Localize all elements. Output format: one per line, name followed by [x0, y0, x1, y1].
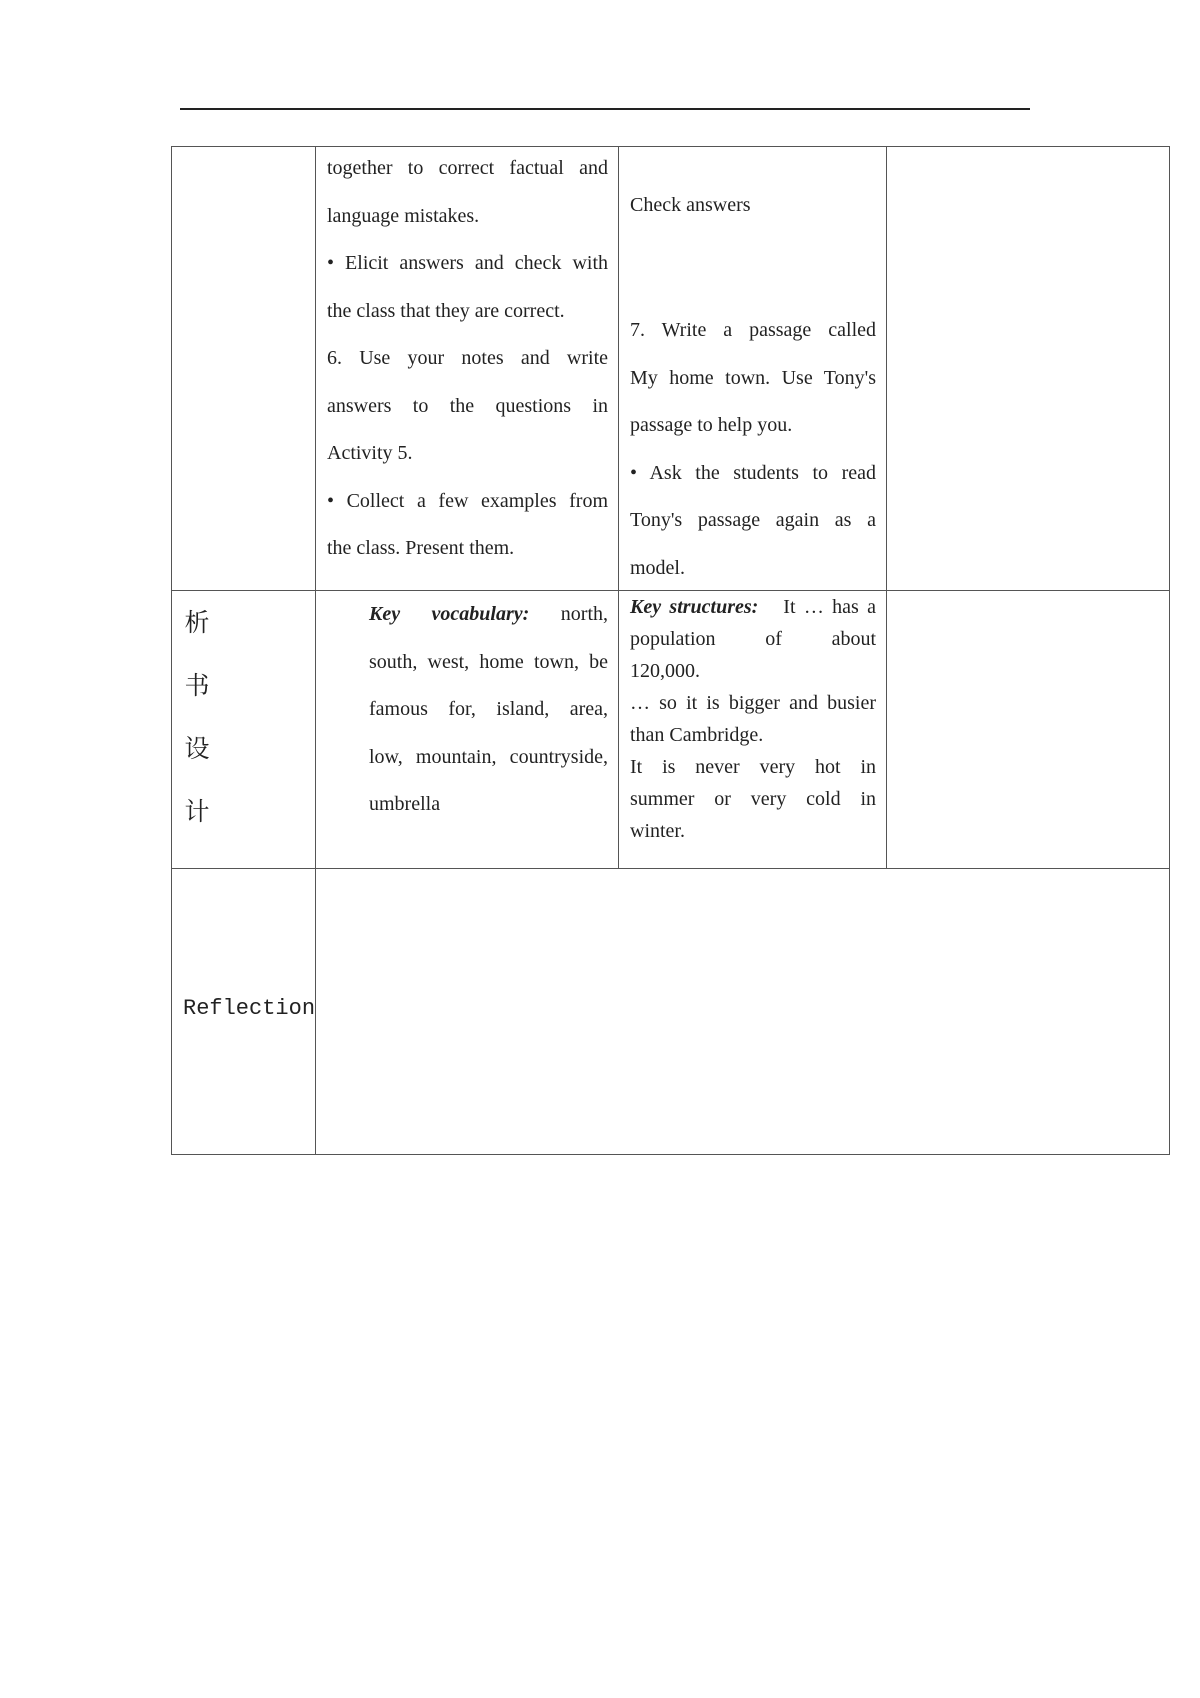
text-line: 7. Write a passage called — [630, 319, 876, 341]
label-char: 析 — [184, 608, 210, 637]
text-line: passage to help you. — [630, 414, 793, 436]
key-vocabulary — [369, 591, 608, 829]
row2-col3 — [618, 590, 887, 869]
text-line: • Collect a few examples from — [327, 489, 608, 512]
text-line: the class. Present them. — [327, 537, 515, 559]
text-line — [630, 591, 876, 623]
row1-col1 — [171, 146, 316, 591]
text-line — [369, 591, 608, 639]
row1-writing-text — [630, 307, 876, 591]
text-line: umbrella — [369, 793, 441, 815]
text-line: answers to the questions in — [327, 394, 608, 417]
text-line: winter. — [630, 820, 685, 842]
text-line: Activity 5. — [327, 442, 413, 464]
text-line: • Ask the students to read — [630, 461, 876, 484]
text-line: together to correct factual and — [327, 157, 608, 179]
label-char: 设 — [184, 734, 210, 763]
text-line: … so it is bigger and busier — [630, 692, 876, 714]
row1-col3 — [618, 146, 887, 591]
key-structures-label: Key structures: — [630, 596, 759, 618]
row1-activity-text — [327, 146, 608, 573]
key-structures — [630, 591, 876, 847]
text-line: model. — [630, 556, 685, 579]
text-line: summer or very cold in — [630, 788, 876, 810]
label-char: 书 — [184, 671, 210, 700]
vocab-first-word: north, — [560, 603, 608, 625]
text-line: 6. Use your notes and write — [327, 347, 608, 369]
text-line: It is never very hot in — [630, 756, 876, 778]
row3-col1 — [171, 868, 316, 1155]
check-answers-text — [630, 195, 751, 215]
row3-content — [315, 868, 1170, 1155]
text-line: My home town. Use Tony's — [630, 366, 876, 389]
text-line: south, west, home town, be — [369, 650, 608, 673]
text-line: language mistakes. — [327, 204, 480, 227]
text-line: the class that they are correct. — [327, 299, 565, 322]
text-line: than Cambridge. — [630, 724, 764, 746]
text-line: population of about — [630, 628, 876, 650]
text-line: famous for, island, area, — [369, 698, 608, 720]
row2-col1 — [171, 590, 316, 869]
row2-col4 — [886, 590, 1170, 869]
text-line: Tony's passage again as a — [630, 509, 876, 531]
text-line: 120,000. — [630, 660, 700, 682]
key-vocabulary-label: Key vocabulary: — [369, 603, 530, 625]
header-rule — [180, 108, 1030, 110]
reflection-label: Reflection — [183, 996, 316, 1021]
text-line: low, mountain, countryside, — [369, 745, 608, 768]
struct-first-words: It … has a — [783, 596, 877, 618]
row1-col4 — [886, 146, 1170, 591]
label-char: 计 — [184, 797, 210, 826]
row2-col2 — [315, 590, 619, 869]
text-line: • Elicit answers and check with — [327, 252, 608, 274]
board-design-label — [177, 591, 217, 843]
text-line: Check answers — [630, 194, 751, 216]
row1-col2 — [315, 146, 619, 591]
